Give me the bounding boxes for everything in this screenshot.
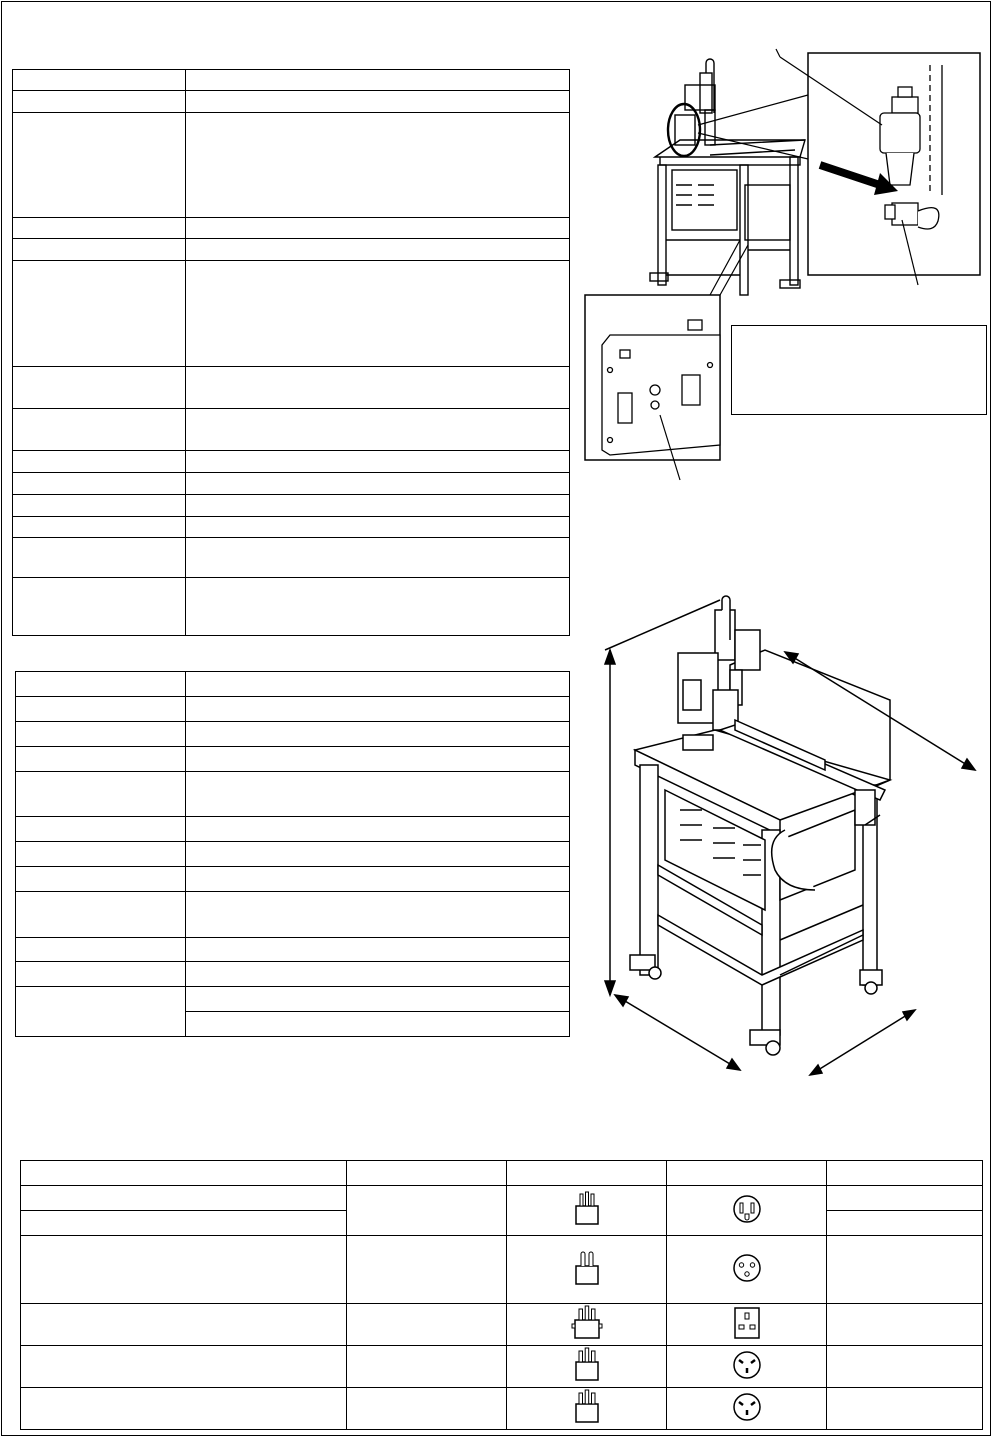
table-row bbox=[21, 1388, 983, 1430]
plug-3-angled-pins-icon bbox=[574, 1348, 600, 1382]
table-row bbox=[21, 1304, 983, 1346]
table-row bbox=[13, 218, 570, 239]
table-row bbox=[13, 261, 570, 367]
table-row bbox=[16, 842, 570, 867]
socket-3-hole-round-icon bbox=[731, 1193, 763, 1225]
table-row bbox=[21, 1186, 983, 1211]
table-row bbox=[16, 962, 570, 987]
table-row bbox=[13, 578, 570, 636]
table-row bbox=[13, 409, 570, 451]
table-row bbox=[16, 672, 570, 697]
socket-3-round-holes-icon bbox=[731, 1252, 763, 1284]
table-row bbox=[13, 451, 570, 473]
table-row bbox=[16, 697, 570, 722]
table-row bbox=[13, 538, 570, 578]
table-row bbox=[13, 70, 570, 91]
plug-2-round-pins-icon bbox=[574, 1250, 600, 1286]
table-row bbox=[16, 892, 570, 938]
note-box bbox=[731, 325, 987, 415]
plug-3-flat-pins-icon bbox=[574, 1192, 600, 1226]
machine-small-drawing bbox=[650, 59, 805, 295]
table-row bbox=[16, 747, 570, 772]
table-row bbox=[13, 473, 570, 495]
machine-large-drawing bbox=[630, 596, 890, 1055]
machine-dimensions-illustration bbox=[595, 590, 990, 1090]
table-row bbox=[13, 367, 570, 409]
plug-3-angled-pins-icon bbox=[574, 1390, 600, 1424]
table-row bbox=[16, 867, 570, 892]
table-row bbox=[16, 817, 570, 842]
table-row bbox=[16, 722, 570, 747]
table-row bbox=[13, 239, 570, 261]
table-row bbox=[13, 495, 570, 517]
spec-table-1 bbox=[12, 69, 570, 636]
socket-3-angled-holes-icon bbox=[731, 1349, 763, 1381]
table-row bbox=[21, 1346, 983, 1388]
table-row bbox=[13, 91, 570, 113]
table-row bbox=[21, 1236, 983, 1304]
table-row bbox=[16, 987, 570, 1012]
table-row bbox=[13, 517, 570, 538]
table-row bbox=[13, 113, 570, 218]
table-row bbox=[16, 772, 570, 817]
plug-3-square-pins-icon bbox=[572, 1306, 602, 1340]
rear-panel-drawing bbox=[602, 320, 720, 455]
socket-3-angled-holes-icon bbox=[731, 1391, 763, 1423]
table-row bbox=[16, 938, 570, 962]
spec-table-2 bbox=[15, 671, 570, 1037]
socket-3-rect-holes-icon bbox=[733, 1306, 761, 1340]
plug-table-header bbox=[21, 1161, 983, 1186]
plug-table bbox=[20, 1160, 983, 1430]
